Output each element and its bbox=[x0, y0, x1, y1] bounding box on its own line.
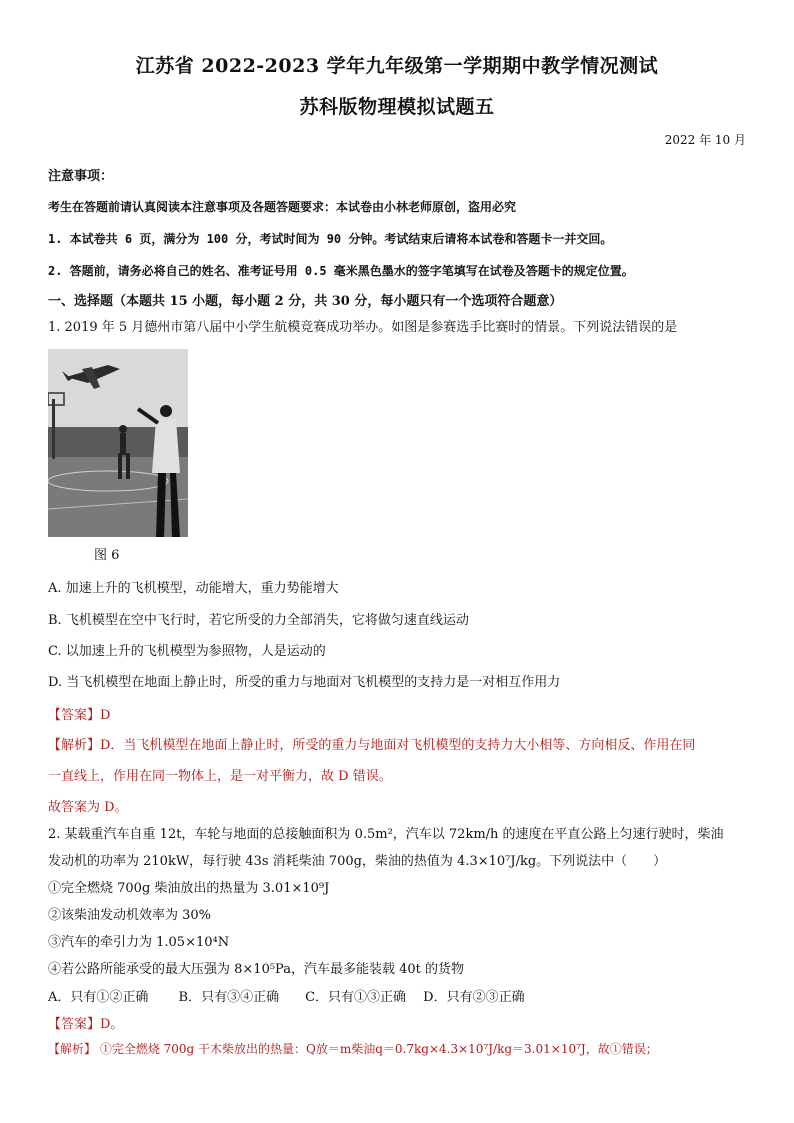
question-1-photo bbox=[48, 349, 188, 537]
question-1-option-a: A. 加速上升的飞机模型，动能增大，重力势能增大 bbox=[48, 581, 339, 596]
document-date: 2022 年 10 月 bbox=[664, 133, 746, 147]
section-heading: 一、选择题（本题共 15 小题，每小题 2 分，共 30 分，每小题只有一个选项符合题意） bbox=[48, 294, 563, 309]
question-1-answer: 【答案】D bbox=[48, 708, 111, 723]
question-1-option-d: D. 当飞机模型在地面上静止时，所受的重力与地面对飞机模型的支持力是一对相互作用力 bbox=[48, 675, 561, 690]
question-1-stem: 1. 2019 年 5 月德州市第八届中小学生航模竞赛成功举办。如图是参赛选手比赛时的情景。下列说法错误的是 bbox=[48, 320, 678, 335]
question-2-stem-continued: 发动机的功率为 210kW，每行驶 43s 消耗柴油 700g，柴油的热值为 4.3×10⁷J/kg。下列说法中（ ） bbox=[48, 854, 667, 869]
question-2-choices: A．只有①②正确 B．只有③④正确 C．只有①③正确 D．只有②③正确 bbox=[48, 990, 525, 1005]
question-2-item: ②该柴油发动机效率为 30% bbox=[48, 908, 212, 923]
document-subtitle: 苏科版物理模拟试题五 bbox=[299, 96, 495, 118]
question-2-item: ④若公路所能承受的最大压强为 8×10⁵Pa，汽车最多能装载 40t 的货物 bbox=[48, 962, 464, 977]
document-title: 江苏省 2022-2023 学年九年级第一学期期中教学情况测试 bbox=[135, 55, 659, 77]
question-1-analysis: 【解析】D．当飞机模型在地面上静止时，所受的重力与地面对飞机模型的支持力大小相等、方向相反、作用在同 bbox=[48, 738, 696, 753]
note-line: 1. 本试卷共 6 页，满分为 100 分，考试时间为 90 分钟。考试结束后请将本试卷和答题卡一并交回。 bbox=[48, 232, 613, 246]
question-1-conclusion: 故答案为 D。 bbox=[48, 800, 128, 815]
question-1-analysis-continued: 一直线上，作用在同一物体上，是一对平衡力，故 D 错误。 bbox=[48, 769, 392, 784]
question-1-option-b: B. 飞机模型在空中飞行时，若它所受的力全部消失，它将做匀速直线运动 bbox=[48, 613, 469, 628]
question-2-item: ①完全燃烧 700g 柴油放出的热量为 3.01×10⁹J bbox=[48, 881, 330, 896]
figure-label: 图 6 bbox=[94, 548, 120, 563]
question-1-option-c: C. 以加速上升的飞机模型为参照物，人是运动的 bbox=[48, 644, 326, 659]
notes-heading: 注意事项： bbox=[48, 169, 114, 184]
question-2-answer: 【答案】D。 bbox=[48, 1017, 124, 1032]
question-2-item: ③汽车的牵引力为 1.05×10⁴N bbox=[48, 935, 230, 950]
note-line: 2. 答题前，请务必将自己的姓名、准考证号用 0.5 毫米黑色墨水的签字笔填写在试卷及答题卡的规定位置。 bbox=[48, 264, 634, 278]
question-2-stem: 2. 某载重汽车自重 12t，车轮与地面的总接触面积为 0.5m²，汽车以 72km/h 的速度在平直公路上匀速行驶时，柴油 bbox=[48, 827, 724, 842]
note-line: 考生在答题前请认真阅读本注意事项及各题答题要求：本试卷由小林老师原创，盗用必究 bbox=[48, 200, 517, 214]
question-2-analysis: 【解析】 ①完全燃烧 700g 干木柴放出的热量：Q放＝m柴油q＝0.7kg×4.3×10⁷J/kg＝3.01×10⁷J，故①错误； bbox=[48, 1042, 658, 1056]
